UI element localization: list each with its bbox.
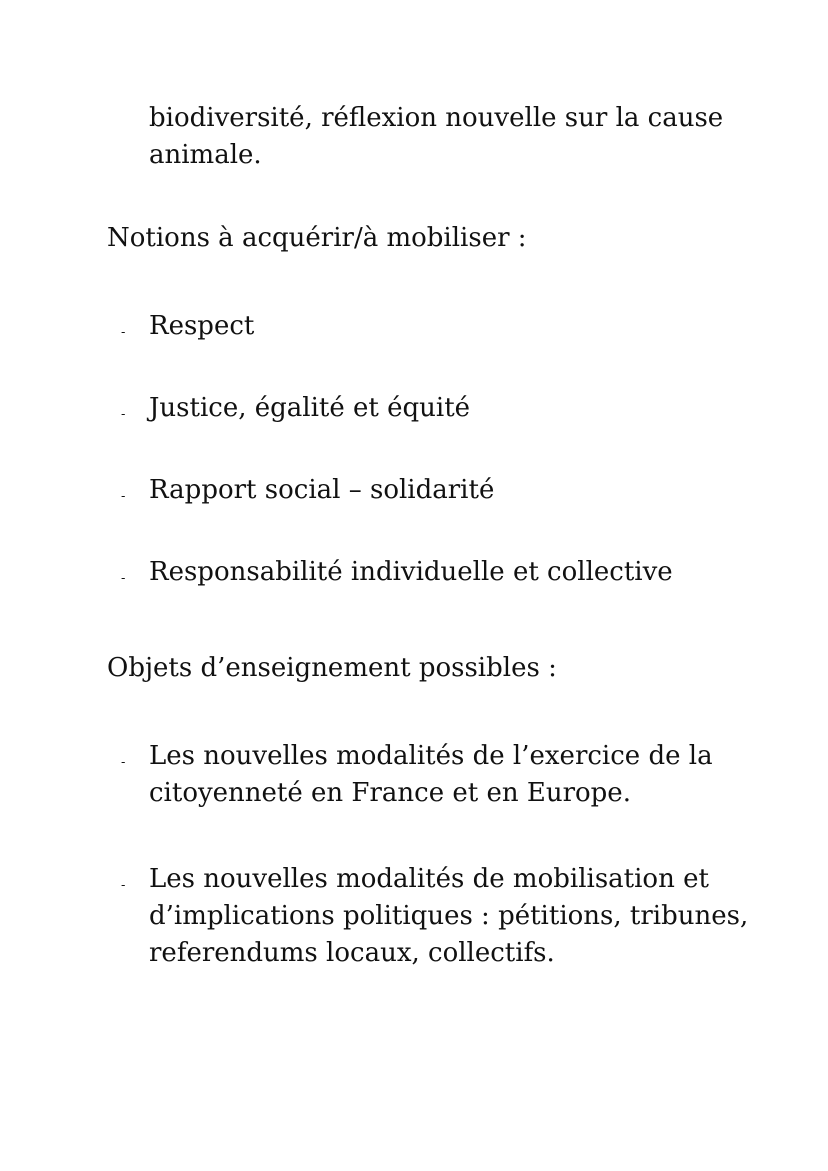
bullet-marker: -	[121, 325, 126, 340]
list-item	[107, 861, 797, 972]
objets-heading: Objets d’enseignement possibles :	[107, 653, 557, 683]
list-item	[107, 308, 797, 345]
list-item	[107, 554, 797, 591]
bullet-marker: -	[121, 489, 126, 504]
list-item-text: Responsabilité individuelle et collective	[149, 557, 673, 587]
list-item-text: Justice, égalité et équité	[149, 393, 471, 423]
bullet-marker: -	[121, 571, 126, 586]
list-item-text: Rapport social – solidarité	[149, 475, 495, 505]
list-item-text: Les nouvelles modalités de l’exercice de la citoyenneté en France et en Europe.	[149, 741, 713, 808]
notions-heading: Notions à acquérir/à mobiliser :	[107, 223, 527, 253]
list-item-text: Les nouvelles modalités de mobilisation et d’implications politiques : pétitions, tribunes, referendums locaux, collectifs.	[149, 864, 749, 968]
bullet-marker: -	[121, 755, 126, 770]
notions-list	[107, 308, 797, 636]
list-item	[107, 738, 797, 812]
list-item-text: Respect	[149, 311, 255, 341]
continuation-paragraph: biodiversité, réflexion nouvelle sur la cause animale.	[149, 103, 724, 170]
list-item	[107, 390, 797, 427]
list-item	[107, 472, 797, 509]
objets-list	[107, 738, 797, 1021]
bullet-marker: -	[121, 878, 126, 893]
bullet-marker: -	[121, 407, 126, 422]
